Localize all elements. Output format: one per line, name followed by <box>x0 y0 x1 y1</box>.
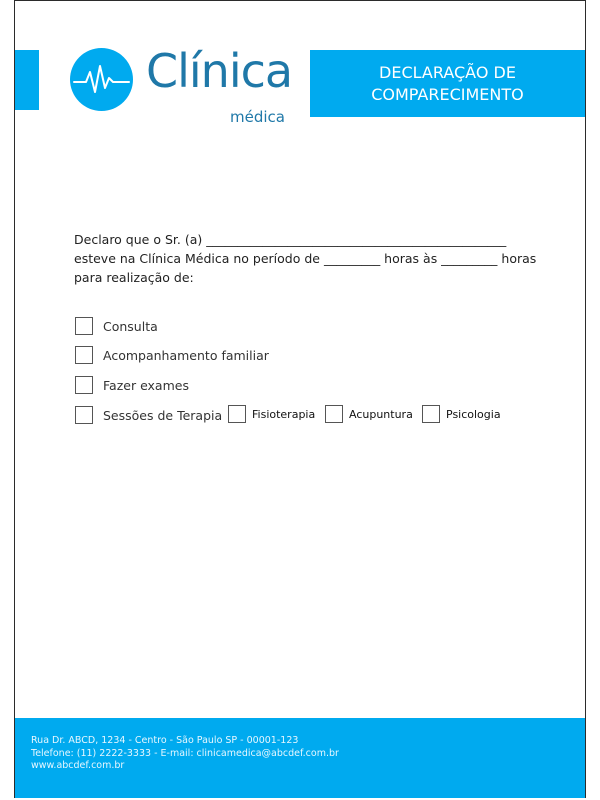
option-label: Acompanhamento familiar <box>103 347 269 363</box>
option-label: Fazer exames <box>103 377 189 393</box>
checkbox-fisioterapia[interactable] <box>228 405 246 423</box>
header-accent-bar <box>15 50 39 110</box>
footer <box>15 718 585 798</box>
document-title <box>310 50 585 117</box>
option-label: Fisioterapia <box>252 407 316 421</box>
declaration-line-1: Declaro que o Sr. (a) ________________________________________________ <box>74 232 507 247</box>
footer-text <box>31 735 339 773</box>
option-label: Sessões de Terapia <box>103 407 223 423</box>
declaration-line-3: para realização de: <box>74 270 194 285</box>
option-terapia <box>75 405 222 425</box>
option-acompanhamento <box>75 345 269 365</box>
option-consulta <box>75 316 158 336</box>
logo-name: Clínica <box>146 44 293 98</box>
title-line-2: COMPARECIMENTO <box>371 84 524 104</box>
declaration-text <box>74 230 544 287</box>
logo-subtitle: médica <box>230 108 285 126</box>
footer-contact: Telefone: (11) 2222-3333 - E-mail: clinicamedica@abcdef.com.br <box>31 747 339 759</box>
title-line-1: DECLARAÇÃO DE <box>379 62 516 82</box>
checkbox-exames[interactable] <box>75 376 93 394</box>
option-label: Psicologia <box>446 407 501 421</box>
option-label: Acupuntura <box>349 407 413 421</box>
checkbox-terapia[interactable] <box>75 406 93 424</box>
declaration-line-2: esteve na Clínica Médica no período de _________ horas às _________ horas <box>74 251 537 266</box>
footer-website: www.abcdef.com.br <box>31 760 125 771</box>
checkbox-psicologia[interactable] <box>422 405 440 423</box>
option-fisioterapia <box>228 404 315 424</box>
option-exames <box>75 375 189 395</box>
heartbeat-icon <box>70 48 133 111</box>
checkbox-acompanhamento[interactable] <box>75 346 93 364</box>
checkbox-acupuntura[interactable] <box>325 405 343 423</box>
option-acupuntura <box>325 404 413 424</box>
option-psicologia <box>422 404 501 424</box>
checkbox-consulta[interactable] <box>75 317 93 335</box>
clinic-logo <box>70 44 330 128</box>
option-label: Consulta <box>103 318 158 334</box>
footer-address: Rua Dr. ABCD, 1234 - Centro - São Paulo SP - 00001-123 <box>31 735 299 746</box>
